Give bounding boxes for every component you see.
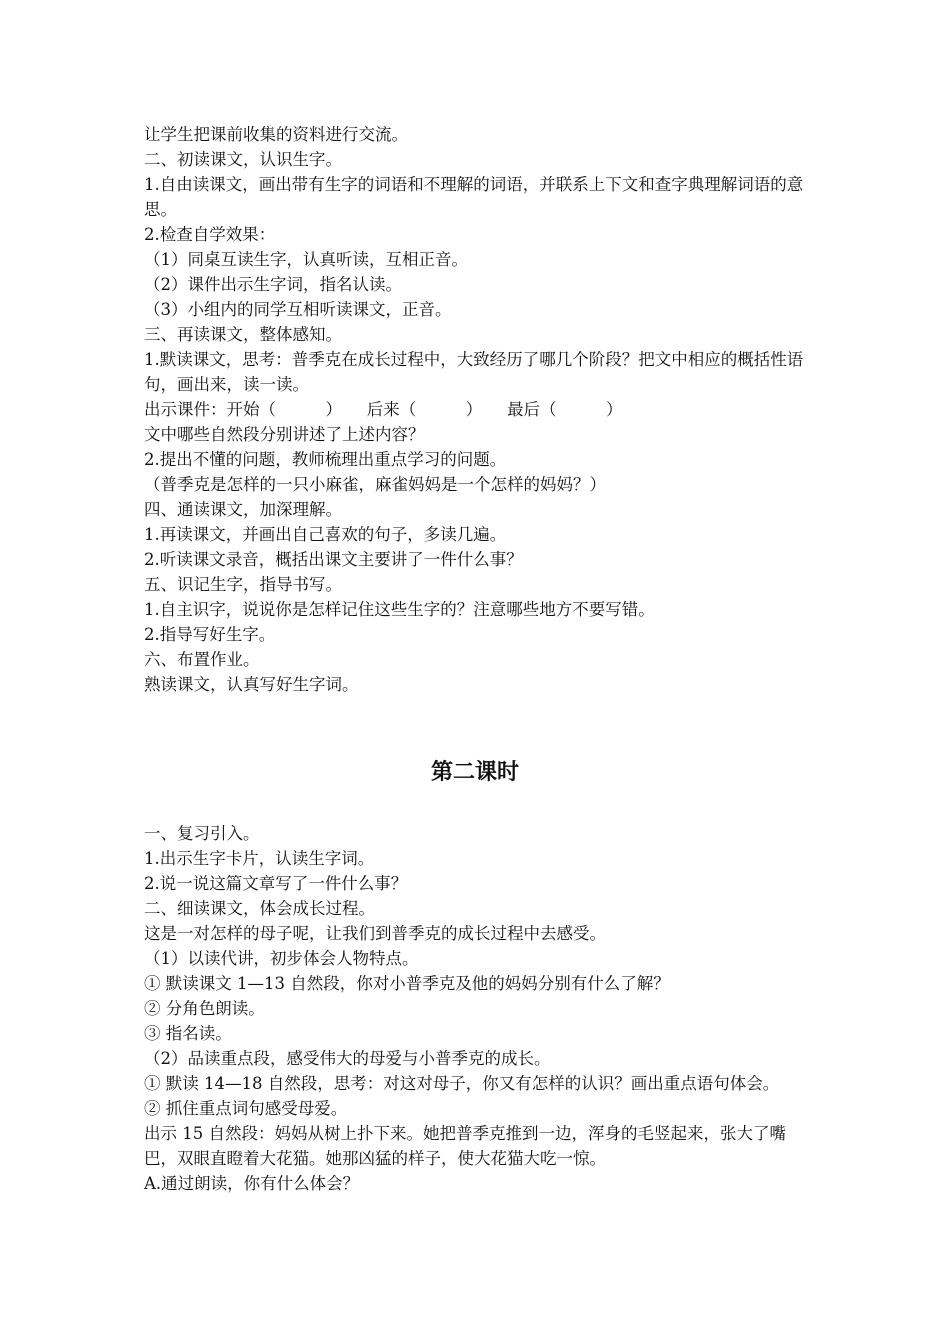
- text-line: ② 抓住重点词句感受母爱。: [144, 1099, 348, 1118]
- section-heading: 五、识记生字，指导书写。: [144, 575, 342, 594]
- text-line: 出示 15 自然段：妈妈从树上扑下来。她把普季克推到一边，浑身的毛竖起来，张大了嘴巴，双眼直瞪着大花猫。她那凶猛的样子，使大花猫大吃一惊。: [144, 1124, 786, 1168]
- text-line: 2.指导写好生字。: [144, 625, 276, 644]
- lesson-part-two: [144, 821, 812, 1196]
- section-heading: 二、细读课文，体会成长过程。: [144, 899, 375, 918]
- text-line: （1）以读代讲，初步体会人物特点。: [144, 949, 419, 968]
- text-line: 1.默读课文，思考：普季克在成长过程中，大致经历了哪几个阶段？把文中相应的概括性语句，画出来，读一读。: [144, 350, 804, 394]
- text-line: ② 分角色朗读。: [144, 999, 265, 1018]
- text-line: 2.检查自学效果：: [144, 225, 276, 244]
- section-heading: 三、再读课文，整体感知。: [144, 325, 342, 344]
- text-line: 出示课件：开始（ ） 后来（ ） 最后（ ）: [144, 400, 623, 419]
- text-line: 2.提出不懂的问题，教师梳理出重点学习的问题。: [144, 450, 507, 469]
- text-line: 这是一对怎样的母子呢，让我们到普季克的成长过程中去感受。: [144, 924, 606, 943]
- text-line: 1.出示生字卡片，认读生字词。: [144, 849, 375, 868]
- text-line: A.通过朗读，你有什么体会？: [144, 1174, 360, 1193]
- section-heading: 四、通读课文，加深理解。: [144, 500, 342, 519]
- text-line: ① 默读课文 1—13 自然段，你对小普季克及他的妈妈分别有什么了解？: [144, 974, 670, 993]
- text-line: （3）小组内的同学互相听读课文，正音。: [144, 300, 452, 319]
- text-line: 让学生把课前收集的资料进行交流。: [144, 125, 408, 144]
- section-heading: 六、布置作业。: [144, 650, 260, 669]
- text-line: ① 默读 14—18 自然段，思考：对这对母子，你又有怎样的认识？画出重点语句体会。: [144, 1074, 780, 1093]
- lesson-title: 第二课时: [430, 759, 519, 785]
- text-line: （1）同桌互读生字，认真听读，互相正音。: [144, 250, 468, 269]
- text-line: ③ 指名读。: [144, 1024, 232, 1043]
- text-line: 熟读课文，认真写好生字词。: [144, 675, 359, 694]
- text-line: 文中哪些自然段分别讲述了上述内容？: [144, 425, 425, 444]
- section-heading: 二、初读课文，认识生字。: [144, 150, 342, 169]
- text-line: 1.自主识字，说说你是怎样记住这些生字的？注意哪些地方不要写错。: [144, 600, 655, 619]
- lesson-part-one: [144, 122, 812, 697]
- text-line: 1.再读课文，并画出自己喜欢的句子，多读几遍。: [144, 525, 507, 544]
- text-line: 1.自由读课文，画出带有生字的词语和不理解的词语，并联系上下文和查字典理解词语的意思。: [144, 175, 804, 219]
- text-line: （2）课件出示生字词，指名认读。: [144, 275, 402, 294]
- text-line: （2）品读重点段，感受伟大的母爱与小普季克的成长。: [144, 1049, 551, 1068]
- text-line: （普季克是怎样的一只小麻雀，麻雀妈妈是一个怎样的妈妈？）: [144, 475, 606, 494]
- text-line: 2.听读课文录音，概括出课文主要讲了一件什么事？: [144, 550, 523, 569]
- text-line: 2.说一说这篇文章写了一件什么事？: [144, 874, 408, 893]
- section-heading: 一、复习引入。: [144, 824, 260, 843]
